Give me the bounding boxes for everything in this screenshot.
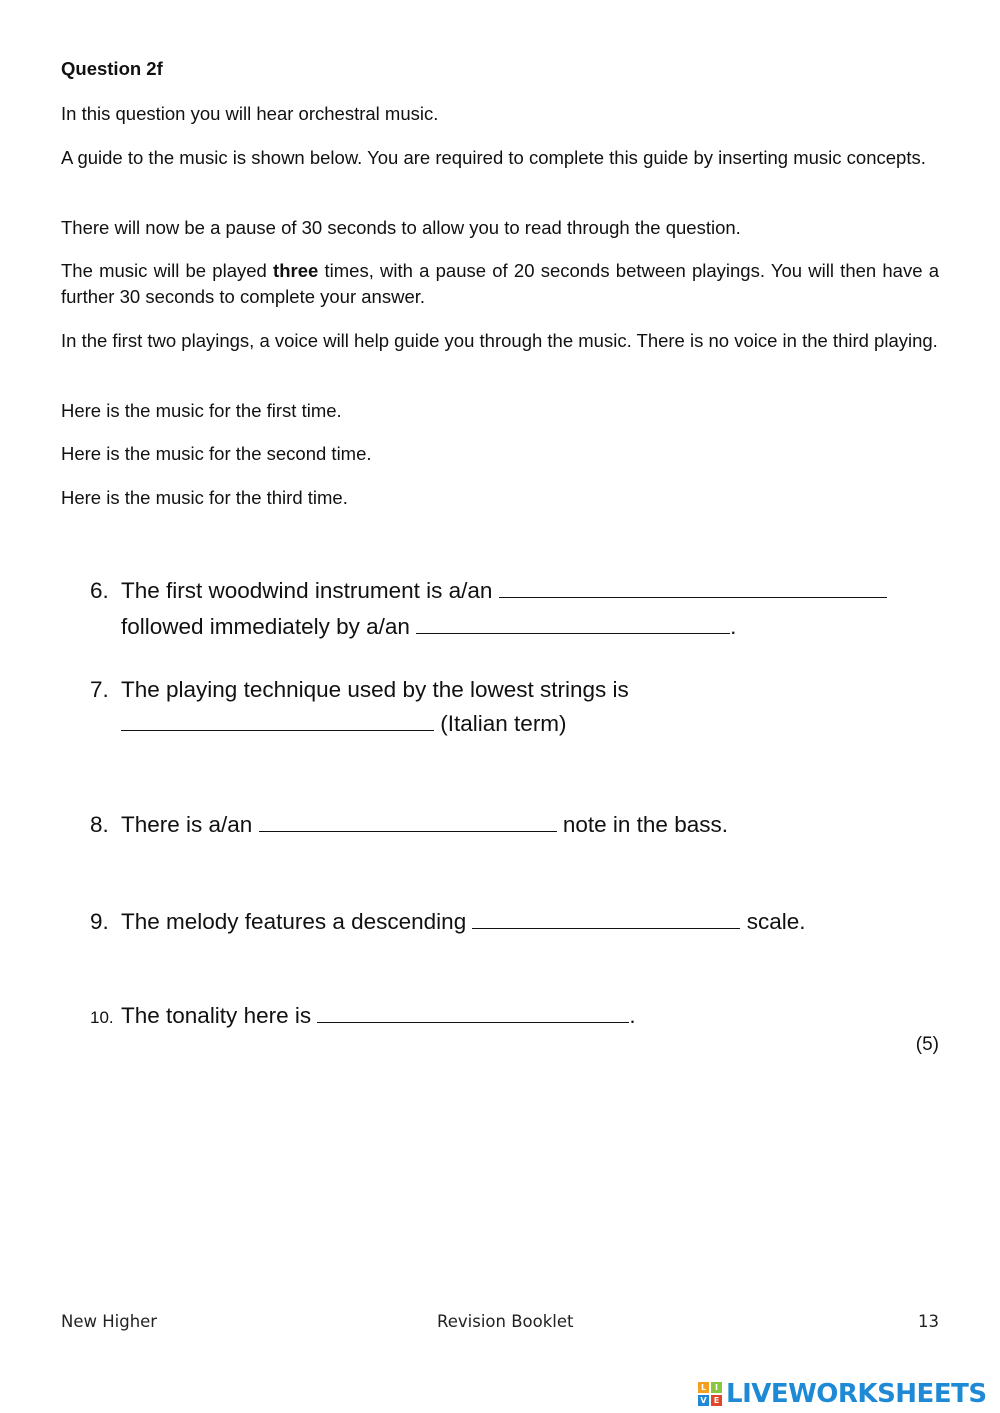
question-10-end: .	[629, 1003, 636, 1028]
question-10-text: The tonality here is	[121, 1003, 312, 1028]
answer-blank-8[interactable]	[259, 807, 557, 832]
intro-paragraph-1: In this question you will hear orchestral music.	[61, 103, 439, 124]
logo-text: LIVEWORKSHEETS	[726, 1379, 987, 1409]
logo-block-e: E	[711, 1395, 722, 1406]
intro-paragraph-7: Here is the music for the second time.	[61, 443, 372, 464]
answer-blank-10[interactable]	[317, 998, 629, 1023]
question-8-text-1: There is a/an	[121, 812, 253, 837]
intro-paragraph-2: A guide to the music is shown below. You are required to complete this guide by inserting music concepts.	[61, 147, 926, 168]
answer-blank-6a[interactable]	[499, 573, 887, 598]
intro-paragraph-8: Here is the music for the third time.	[61, 487, 348, 508]
question-7-hint: (Italian term)	[440, 711, 567, 736]
answer-blank-9[interactable]	[472, 904, 740, 929]
intro-paragraph-4-end: times, with a pause of 20 seconds between playings. You will then have a further 30 seconds to complete your answer.	[61, 260, 940, 307]
intro-paragraph-4	[61, 258, 939, 310]
question-7-number: 7.	[90, 677, 109, 702]
question-6-number: 6.	[90, 578, 109, 603]
question-8	[90, 807, 728, 843]
logo-block-l: L	[698, 1382, 709, 1393]
intro-paragraph-5: In the first two playings, a voice will help guide you through the music. There is no voice in the third playing.	[61, 330, 938, 351]
answer-blank-6b[interactable]	[416, 609, 730, 634]
question-9	[90, 904, 806, 940]
question-6	[90, 573, 887, 645]
intro-paragraph-4-start: The music will be played	[61, 260, 274, 281]
answer-blank-7[interactable]	[121, 706, 434, 731]
question-9-text-2: scale.	[746, 909, 806, 934]
question-6-end: .	[730, 614, 737, 639]
footer-page-number: 13	[918, 1312, 939, 1331]
question-10-number: 10.	[90, 1008, 114, 1027]
intro-paragraph-4-bold: three	[273, 260, 319, 281]
question-8-number: 8.	[90, 812, 109, 837]
logo-block-v: V	[698, 1395, 709, 1406]
liveworksheets-logo	[698, 1377, 994, 1411]
footer-center: Revision Booklet	[437, 1312, 574, 1331]
question-8-text-2: note in the bass.	[562, 812, 728, 837]
question-7-text: The playing technique used by the lowest strings is	[121, 677, 629, 702]
question-6-text-1: The first woodwind instrument is a/an	[121, 578, 493, 603]
footer-left: New Higher	[61, 1312, 158, 1331]
intro-paragraph-6: Here is the music for the first time.	[61, 400, 342, 421]
logo-blocks-icon	[698, 1382, 722, 1406]
question-9-text-1: The melody features a descending	[121, 909, 467, 934]
question-7	[90, 672, 629, 742]
question-10	[90, 998, 636, 1036]
question-title: Question 2f	[61, 58, 163, 79]
question-9-number: 9.	[90, 909, 109, 934]
intro-paragraph-3: There will now be a pause of 30 seconds to allow you to read through the question.	[61, 217, 741, 238]
question-6-text-2: followed immediately by a/an	[121, 614, 410, 639]
marks-total: (5)	[915, 1034, 939, 1055]
logo-block-i: I	[711, 1382, 722, 1393]
